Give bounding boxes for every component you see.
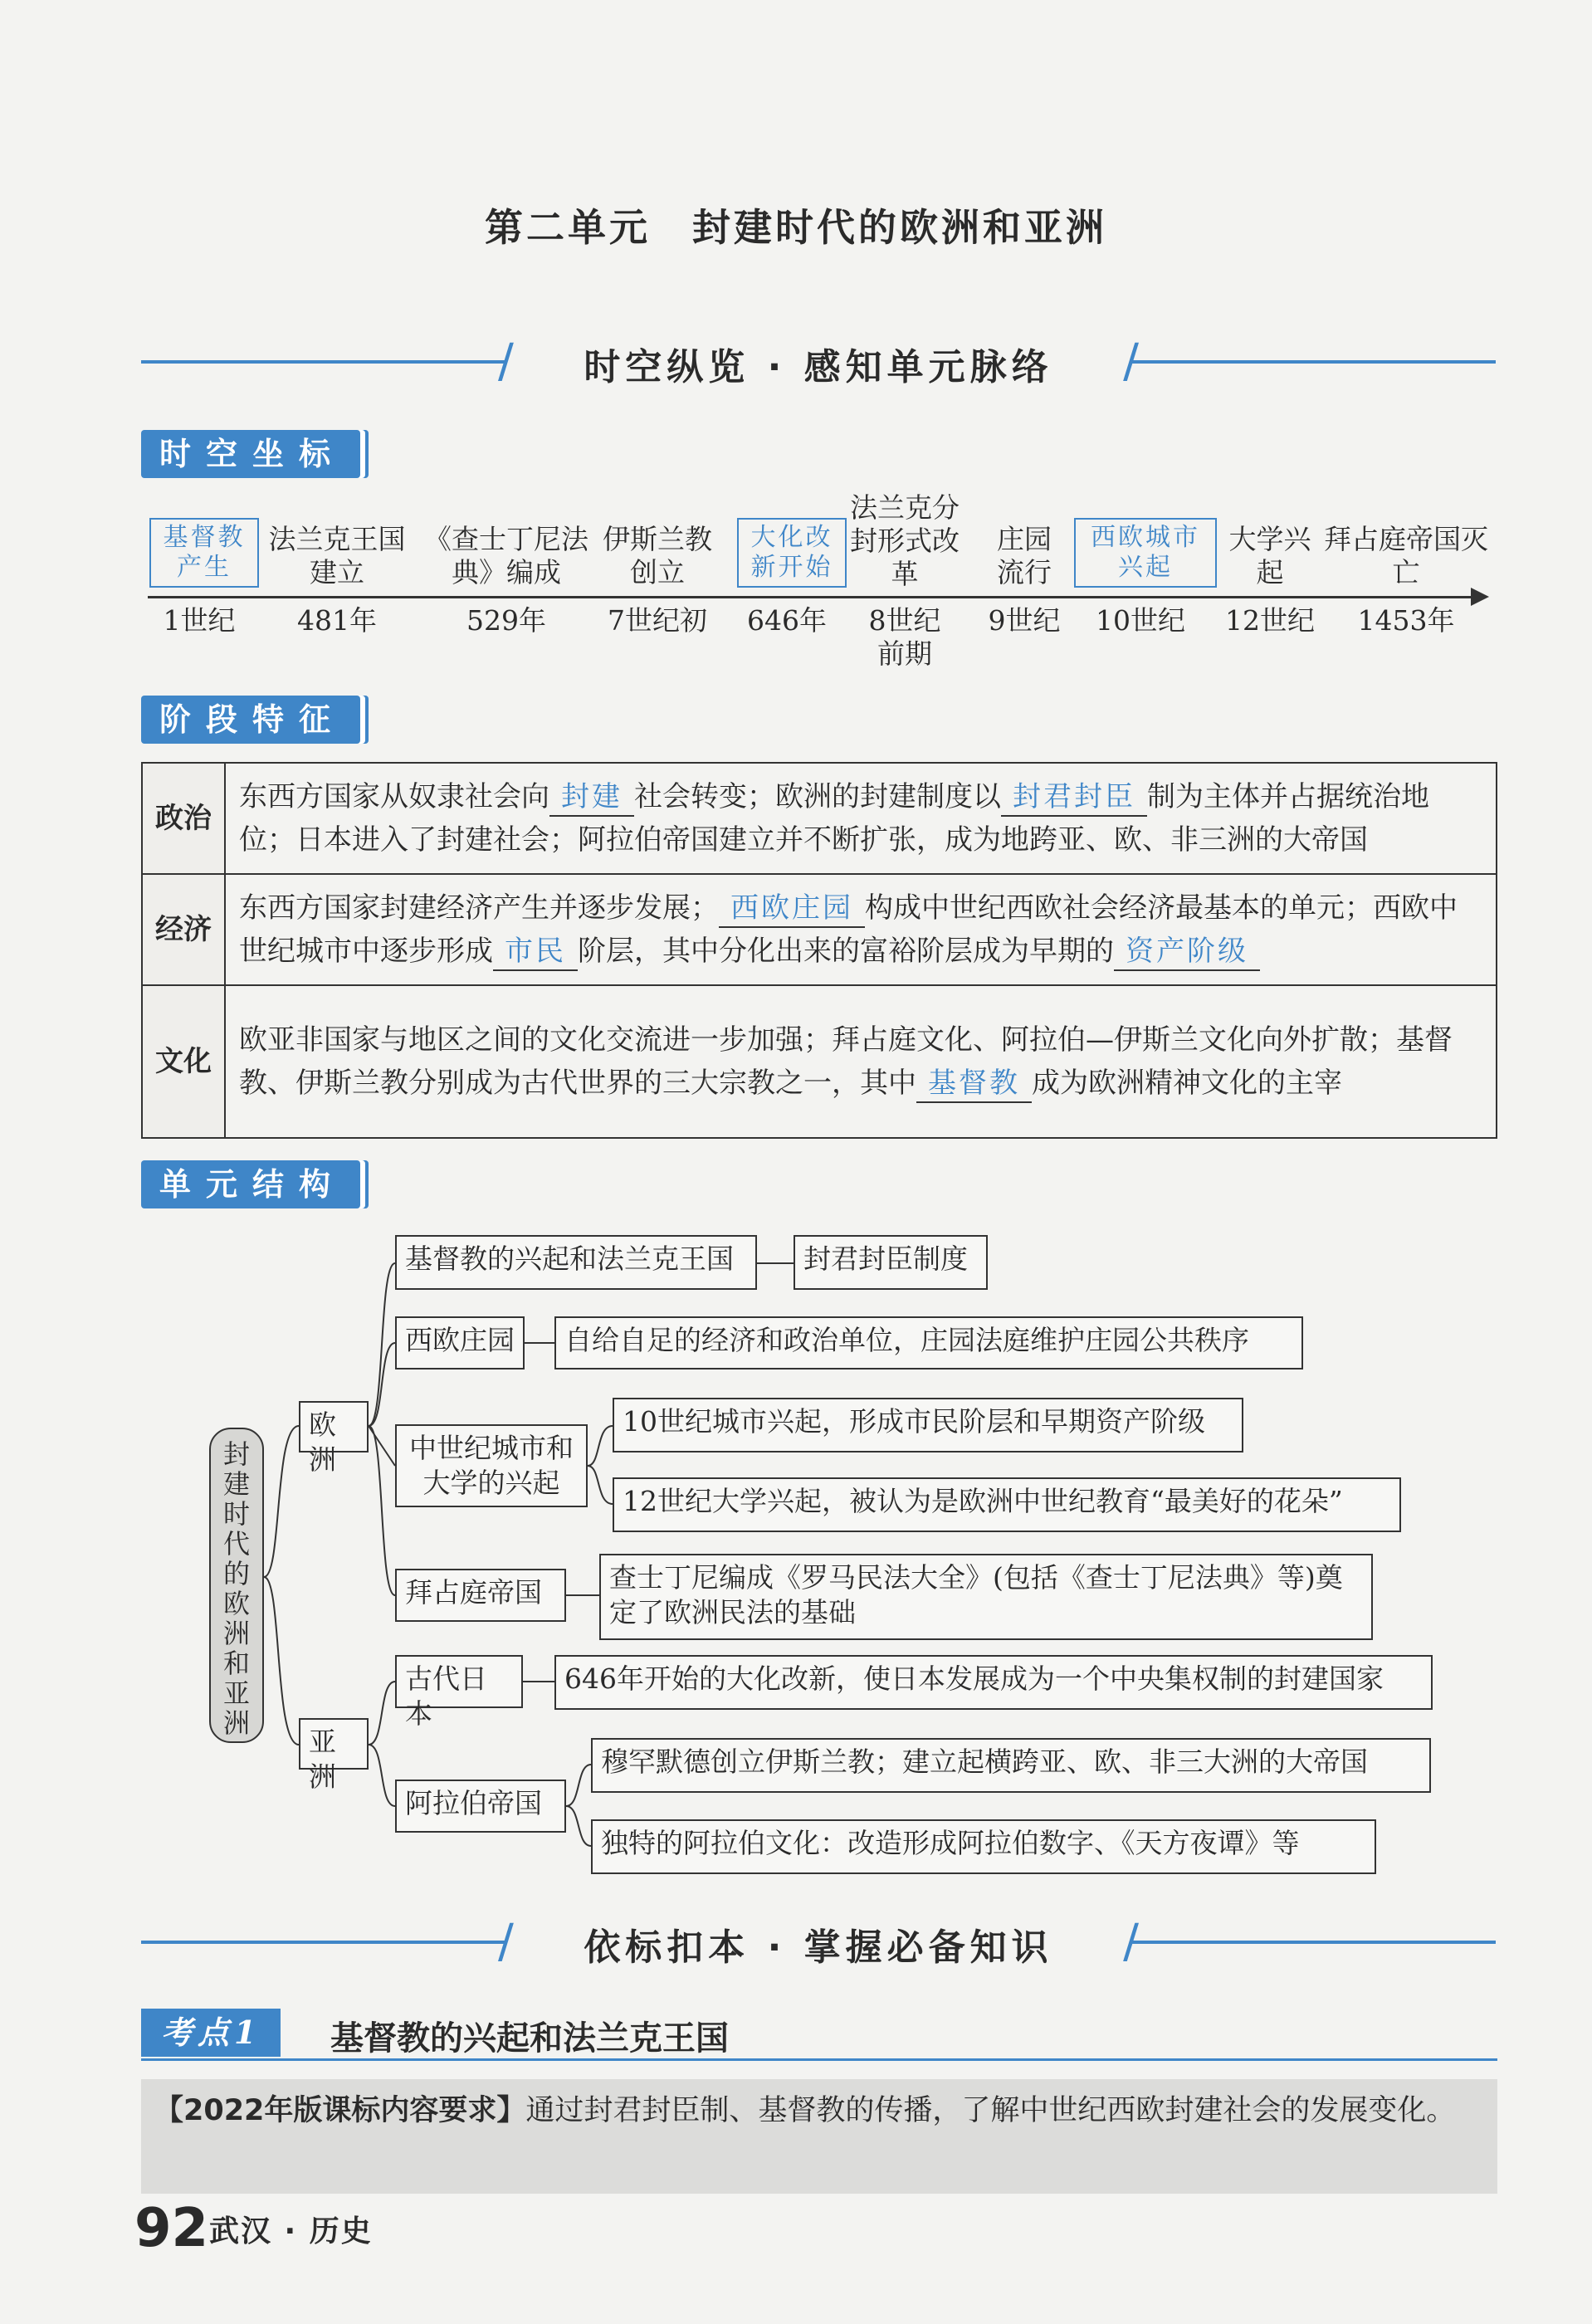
node-japan-desc: 646年开始的大化改新，使日本发展成为一个中央集权制的封建国家 xyxy=(554,1655,1433,1710)
timeline-event-date: 7世纪初 xyxy=(608,604,707,637)
timeline-event-label: 伊斯兰教创立 xyxy=(603,523,712,588)
timeline-event-date: 10世纪 xyxy=(1096,604,1185,637)
section-band-knowledge: / / 依标扣本 · 掌握必备知识 xyxy=(141,1917,1496,1967)
node-arab-desc-1: 穆罕默德创立伊斯兰教；建立起横跨亚、欧、非三大洲的大帝国 xyxy=(591,1738,1431,1793)
timeline-event-label: 基督教产生 xyxy=(149,518,259,588)
node-manor-desc: 自给自足的经济和政治单位，庄园法庭维护庄园公共秩序 xyxy=(554,1316,1303,1370)
answer-blank: 市民 xyxy=(493,933,578,971)
timeline-event-date: 8世纪前期 xyxy=(868,604,941,670)
text: 制为主体并占据统治地位；日本进入了封建社会；阿拉伯帝国建立并不断扩张，成为地跨亚、欧、非三洲的大帝国 xyxy=(239,780,1429,857)
standard-text: 通过封君封臣制、基督教的传播，了解中世纪西欧封建社会的发展变化。 xyxy=(525,2094,1456,2127)
node-byzantium: 拜占庭帝国 xyxy=(395,1569,566,1622)
features-tag: 阶段特征 xyxy=(141,696,360,744)
timeline-event-date: 1453年 xyxy=(1357,604,1455,637)
curriculum-standard xyxy=(141,2079,1497,2194)
timeline-event-label: 法兰克王国建立 xyxy=(268,523,406,588)
text: 欧亚非国家与地区之间的文化交流进一步加强；拜占庭文化、阿拉伯—伊斯兰文化向外扩散；基督教、伊斯兰教分别成为古代世界的三大宗教之一，其中 xyxy=(239,1023,1453,1100)
timeline-event-date: 646年 xyxy=(747,604,827,637)
page-title: 第二单元 封建时代的欧洲和亚洲 xyxy=(485,205,1107,250)
timeline-event-date: 9世纪 xyxy=(988,604,1061,637)
text: 东西方国家从奴隶社会向 xyxy=(239,780,549,813)
timeline-event-date: 529年 xyxy=(466,604,546,637)
answer-blank: 封建 xyxy=(549,779,634,817)
section-band-title: 依标扣本 · 掌握必备知识 xyxy=(584,1926,1053,1969)
row-head-economy: 经济 xyxy=(142,874,225,985)
timeline-event-date: 12世纪 xyxy=(1225,604,1315,637)
node-cities-universities: 中世纪城市和大学的兴起 xyxy=(395,1424,588,1507)
timeline-event-label: 大化改新开始 xyxy=(737,518,847,588)
text: 社会转变；欧洲的封建制度以 xyxy=(634,780,1001,813)
node-europe: 欧洲 xyxy=(299,1401,369,1452)
row-head-politics: 政治 xyxy=(142,763,225,874)
row-head-culture: 文化 xyxy=(142,985,225,1138)
kaodian-title: 基督教的兴起和法兰克王国 xyxy=(330,2019,729,2058)
node-university-desc: 12世纪大学兴起，被认为是欧洲中世纪教育“最美好的花朵” xyxy=(613,1477,1401,1532)
section-band-overview: / / 时空纵览 · 感知单元脉络 xyxy=(141,337,1496,387)
timeline-event-label: 拜占庭帝国灭亡 xyxy=(1324,523,1488,588)
timeline-event-date: 1世纪 xyxy=(163,604,236,637)
node-city-desc: 10世纪城市兴起，形成市民阶层和早期资产阶级 xyxy=(613,1398,1243,1452)
timeline-event-label: 《查士丁尼法典》编成 xyxy=(424,523,588,588)
timeline-event-label: 大学兴起 xyxy=(1228,523,1311,588)
node-asia: 亚洲 xyxy=(299,1718,369,1770)
answer-blank: 资产阶级 xyxy=(1114,933,1260,971)
answer-blank: 基督教 xyxy=(916,1065,1032,1103)
kaodian-tag: 考点1 xyxy=(141,2009,281,2057)
mind-map-root xyxy=(209,1428,264,1743)
timeline-event-date: 481年 xyxy=(297,604,377,637)
timeline-tag: 时空坐标 xyxy=(141,430,360,478)
kaodian-underline xyxy=(141,2058,1497,2061)
text: 东西方国家封建经济产生并逐步发展； xyxy=(239,891,719,925)
structure-tag: 单元结构 xyxy=(141,1160,360,1208)
text: 构成中世纪西欧社会经济最基本的单元；西欧中世纪城市中逐步形成 xyxy=(239,891,1458,968)
text: 成为欧洲精神文化的主宰 xyxy=(1032,1067,1342,1100)
root-label: 封建时代的欧洲和亚洲 xyxy=(222,1438,250,1739)
page-caption: 武汉 · 历史 xyxy=(209,2214,373,2248)
node-japan: 古代日本 xyxy=(395,1655,523,1708)
standard-label: 【2022年版课标内容要求】 xyxy=(154,2094,526,2127)
node-byzantium-desc: 查士丁尼编成《罗马民法大全》(包括《查士丁尼法典》等)奠定了欧洲民法的基础 xyxy=(599,1554,1373,1640)
answer-blank: 封君封臣 xyxy=(1001,779,1147,817)
answer-blank: 西欧庄园 xyxy=(719,890,865,928)
node-manor: 西欧庄园 xyxy=(395,1316,525,1370)
node-feudal-system: 封君封臣制度 xyxy=(794,1235,988,1290)
page-number: 92 xyxy=(134,2198,209,2259)
timeline-event-label: 法兰克分封形式改革 xyxy=(850,491,960,590)
node-arab-desc-2: 独特的阿拉伯文化：改造形成阿拉伯数字、《天方夜谭》等 xyxy=(591,1819,1376,1874)
section-band-title: 时空纵览 · 感知单元脉络 xyxy=(584,346,1053,388)
timeline-event-label: 庄园流行 xyxy=(997,523,1052,588)
node-christianity-franks: 基督教的兴起和法兰克王国 xyxy=(395,1235,757,1290)
node-arab-empire: 阿拉伯帝国 xyxy=(395,1780,566,1833)
timeline-event-label: 西欧城市兴起 xyxy=(1074,518,1217,588)
text: 阶层，其中分化出来的富裕阶层成为早期的 xyxy=(578,935,1114,968)
